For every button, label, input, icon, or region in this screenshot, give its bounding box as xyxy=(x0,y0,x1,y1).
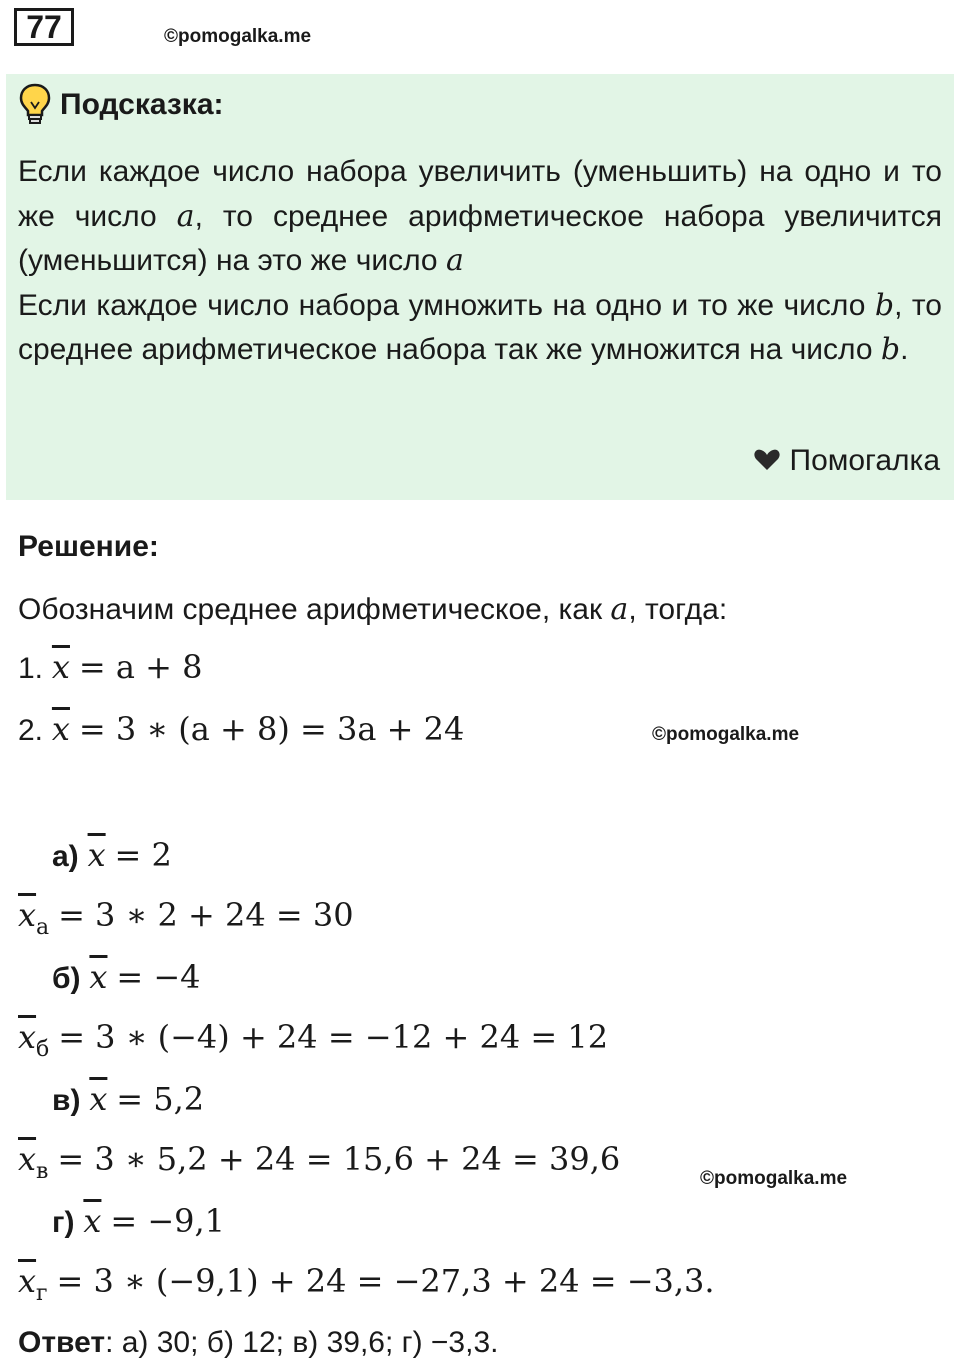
hint-p2-text-b: , то среднее арифметическое набора так же умножится на число xyxy=(18,288,942,367)
part-d-given-value: = −9,1 xyxy=(110,1202,226,1240)
intro-text-b: , тогда: xyxy=(628,593,728,626)
hint-title: Подсказка: xyxy=(60,88,224,121)
part-a-calc xyxy=(18,896,354,940)
part-c-label: в) xyxy=(52,1084,81,1117)
part-b-given xyxy=(52,958,201,996)
hint-p1-text-b: , то среднее арифметическое набора увеличится (уменьшится) на это же число xyxy=(18,199,942,278)
part-d-given xyxy=(52,1202,225,1240)
part-d-xbar: $\overline{x}$ xyxy=(83,1202,102,1240)
part-d-calc-xbar: $\overline{x}$ xyxy=(18,1262,37,1300)
watermark-top: ©pomogalka.me xyxy=(164,26,312,47)
part-d-calc-expr: = 3 ∗ (−9,1) + 24 = −27,3 + 24 = −3,3. xyxy=(56,1262,715,1300)
part-b-given-value: = −4 xyxy=(116,958,201,996)
intro-var: a xyxy=(610,592,629,627)
solution-intro xyxy=(18,592,727,627)
part-b-calc-xbar: $\overline{x}$ xyxy=(18,1018,37,1056)
step-2-number: 2. xyxy=(18,714,44,747)
part-a-given xyxy=(52,836,172,874)
part-b-calc xyxy=(18,1018,608,1062)
part-a-calc-xbar: $\overline{x}$ xyxy=(18,896,37,934)
part-c-xbar: $\overline{x}$ xyxy=(89,1080,108,1118)
part-d-calc xyxy=(18,1262,715,1306)
solution-heading: Решение: xyxy=(18,530,159,563)
hint-p1-var: a xyxy=(176,198,195,234)
hint-p2-var: b xyxy=(874,287,895,323)
part-b-calc-expr: = 3 ∗ (−4) + 24 = −12 + 24 = 12 xyxy=(58,1018,609,1056)
step-1-xbar: $\overline{x}$ xyxy=(51,648,70,686)
hint-p2-var2: b xyxy=(880,332,901,368)
answer-text: : а) 30; б) 12; в) 39,6; г) −3,3. xyxy=(105,1326,499,1359)
answer-line xyxy=(18,1326,498,1360)
part-a-label: а) xyxy=(52,840,79,873)
task-number: 77 xyxy=(14,8,74,46)
hint-text xyxy=(18,150,942,373)
brand-text: Помогалка xyxy=(789,444,940,477)
part-c-calc-expr: = 3 ∗ 5,2 + 24 = 15,6 + 24 = 39,6 xyxy=(57,1140,621,1178)
step-1 xyxy=(18,648,202,686)
hint-p1-text-a: Если каждое число набора увеличить (уменьшить) на одно и то же число xyxy=(18,155,942,233)
step-2 xyxy=(18,710,464,748)
part-a-sub: а xyxy=(36,915,50,940)
step-2-expr: = 3 ∗ (a + 8) = 3a + 24 xyxy=(78,710,465,748)
part-b-xbar: $\overline{x}$ xyxy=(89,958,108,996)
part-b-sub: б xyxy=(36,1037,50,1062)
hint-p1-var2: a xyxy=(445,243,464,279)
part-c-given-value: = 5,2 xyxy=(116,1080,205,1118)
part-d-label: г) xyxy=(52,1206,75,1239)
hint-p2-end: . xyxy=(900,333,909,367)
intro-text-a: Обозначим среднее арифметическое, как xyxy=(18,593,611,626)
part-a-calc-expr: = 3 ∗ 2 + 24 = 30 xyxy=(58,896,354,934)
watermark-bottom: ©pomogalka.me xyxy=(700,1168,848,1189)
hint-p2-text-a: Если каждое число набора умножить на одно и то же число xyxy=(18,288,875,322)
lightbulb-icon xyxy=(18,82,52,131)
watermark-middle: ©pomogalka.me xyxy=(652,724,800,745)
step-1-number: 1. xyxy=(18,652,44,685)
part-c-calc-xbar: $\overline{x}$ xyxy=(18,1140,37,1178)
step-2-xbar: $\overline{x}$ xyxy=(51,710,70,748)
part-c-sub: в xyxy=(36,1159,49,1184)
part-a-given-value: = 2 xyxy=(114,836,172,874)
part-a-xbar: $\overline{x}$ xyxy=(87,836,106,874)
part-c-given xyxy=(52,1080,204,1118)
hint-paragraph-1 xyxy=(18,150,942,284)
part-c-calc xyxy=(18,1140,620,1184)
step-1-expr: = a + 8 xyxy=(78,648,203,686)
part-b-label: б) xyxy=(52,962,81,995)
heart-icon xyxy=(753,444,781,477)
answer-label: Ответ xyxy=(18,1326,106,1359)
hint-paragraph-2 xyxy=(18,284,942,373)
brand-label xyxy=(753,444,940,478)
part-d-sub: г xyxy=(36,1281,48,1306)
